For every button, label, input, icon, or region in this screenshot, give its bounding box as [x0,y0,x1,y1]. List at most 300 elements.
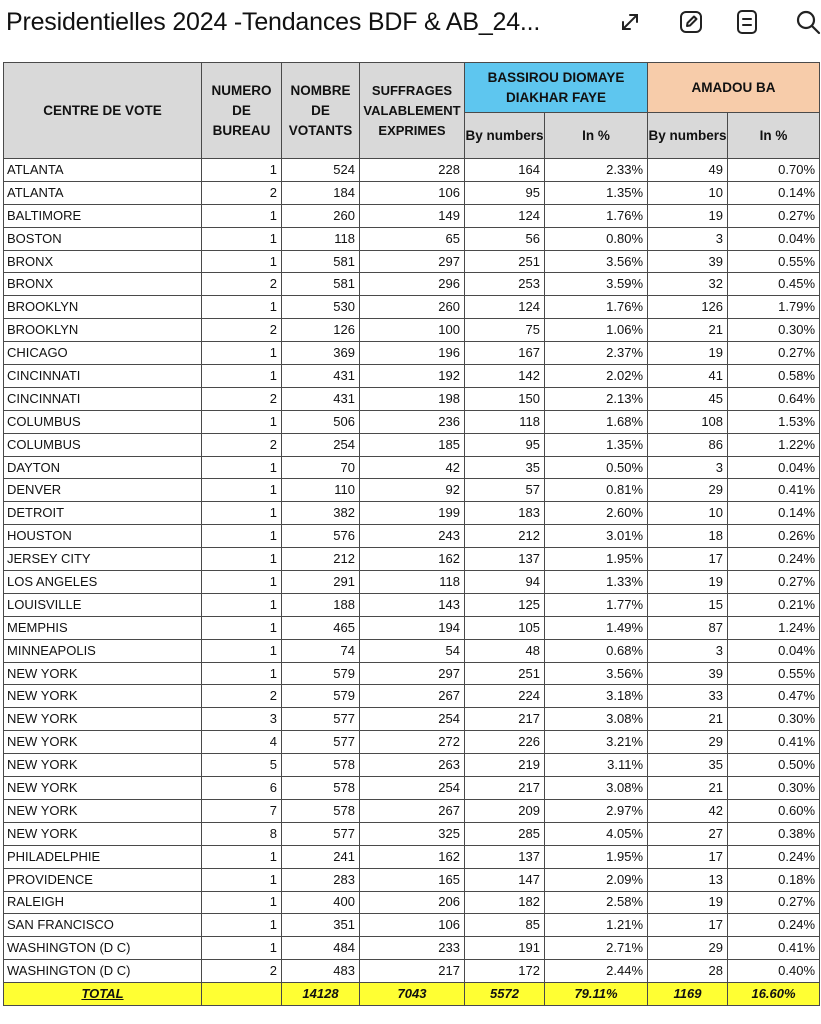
cell-votants: 577 [282,822,360,845]
cell-centre: NEW YORK [4,799,202,822]
cell-ba-pct: 0.47% [728,685,820,708]
cell-bureau: 1 [202,479,282,502]
cell-centre: WASHINGTON (D C) [4,960,202,983]
cell-ba-pct: 0.24% [728,548,820,571]
header-votants: NOMBRE DE VOTANTS [282,63,360,159]
cell-faye-pct: 1.95% [545,548,648,571]
table-row [4,639,820,662]
table-row [4,937,820,960]
cell-ba-pct: 0.45% [728,273,820,296]
cell-ba-pct: 0.27% [728,571,820,594]
table-row [4,387,820,410]
cell-faye-numbers: 217 [465,777,545,800]
cell-faye-pct: 1.95% [545,845,648,868]
cell-faye-numbers: 219 [465,754,545,777]
cell-centre: NEW YORK [4,708,202,731]
header-ba-by-numbers: By numbers [648,113,728,159]
cell-centre: HOUSTON [4,525,202,548]
cell-bureau: 1 [202,662,282,685]
cell-centre: NEW YORK [4,731,202,754]
table-row [4,754,820,777]
cell-bureau: 1 [202,342,282,365]
cell-suffrages: 100 [360,319,465,342]
table-row [4,433,820,456]
cell-suffrages: 297 [360,250,465,273]
cell-faye-pct: 2.37% [545,342,648,365]
cell-bureau: 2 [202,387,282,410]
cell-votants: 578 [282,754,360,777]
cell-faye-pct: 3.56% [545,662,648,685]
cell-suffrages: 42 [360,456,465,479]
cell-ba-numbers: 3 [648,227,728,250]
cell-bureau: 3 [202,708,282,731]
cell-ba-numbers: 21 [648,777,728,800]
cell-votants: 74 [282,639,360,662]
cell-ba-numbers: 3 [648,456,728,479]
cell-ba-numbers: 39 [648,250,728,273]
cell-votants: 484 [282,937,360,960]
cell-votants: 254 [282,433,360,456]
cell-faye-pct: 1.35% [545,433,648,456]
cell-votants: 579 [282,662,360,685]
cell-bureau: 1 [202,250,282,273]
cell-centre: BROOKLYN [4,319,202,342]
cell-suffrages: 243 [360,525,465,548]
cell-faye-numbers: 48 [465,639,545,662]
cell-faye-pct: 2.09% [545,868,648,891]
cell-centre: RALEIGH [4,891,202,914]
cell-ba-numbers: 35 [648,754,728,777]
cell-bureau: 1 [202,845,282,868]
cell-ba-numbers: 17 [648,548,728,571]
cell-ba-numbers: 18 [648,525,728,548]
header-suffrages: SUFFRAGES VALABLEMENT EXPRIMES [360,63,465,159]
cell-suffrages: 192 [360,365,465,388]
table-row [4,548,820,571]
cell-faye-pct: 1.35% [545,181,648,204]
table-row [4,685,820,708]
header-faye-in-pct: In % [545,113,648,159]
table-row [4,365,820,388]
cell-faye-pct: 3.11% [545,754,648,777]
cell-ba-pct: 0.58% [728,365,820,388]
document-title: Presidentielles 2024 -Tendances BDF & AB_24... [6,8,541,36]
cell-centre: NEW YORK [4,822,202,845]
cell-centre: DAYTON [4,456,202,479]
table-row [4,227,820,250]
cell-bureau: 1 [202,365,282,388]
cell-votants: 465 [282,616,360,639]
cell-ba-pct: 0.26% [728,525,820,548]
cell-ba-pct: 0.41% [728,937,820,960]
cell-faye-numbers: 167 [465,342,545,365]
table-row [4,960,820,983]
cell-ba-numbers: 21 [648,708,728,731]
cell-votants: 506 [282,410,360,433]
cell-faye-numbers: 251 [465,250,545,273]
cell-votants: 184 [282,181,360,204]
header-ba-in-pct: In % [728,113,820,159]
cell-ba-pct: 0.40% [728,960,820,983]
cell-faye-pct: 3.01% [545,525,648,548]
app-header [0,0,821,52]
total-ba-numbers: 1169 [648,983,728,1006]
cell-votants: 431 [282,365,360,388]
total-faye-pct: 79.11% [545,983,648,1006]
cell-votants: 110 [282,479,360,502]
header-bureau: NUMERO DE BUREAU [202,63,282,159]
cell-faye-pct: 2.13% [545,387,648,410]
table-row [4,204,820,227]
cell-ba-pct: 1.22% [728,433,820,456]
cell-bureau: 1 [202,639,282,662]
cell-faye-numbers: 35 [465,456,545,479]
cell-bureau: 2 [202,685,282,708]
cell-suffrages: 236 [360,410,465,433]
cell-faye-pct: 1.77% [545,593,648,616]
cell-votants: 581 [282,273,360,296]
cell-bureau: 1 [202,204,282,227]
cell-ba-numbers: 19 [648,342,728,365]
cell-faye-numbers: 172 [465,960,545,983]
cell-suffrages: 106 [360,914,465,937]
cell-faye-pct: 3.59% [545,273,648,296]
cell-ba-pct: 0.24% [728,914,820,937]
table-row [4,410,820,433]
cell-bureau: 2 [202,319,282,342]
cell-faye-pct: 1.68% [545,410,648,433]
total-faye-numbers: 5572 [465,983,545,1006]
cell-ba-numbers: 27 [648,822,728,845]
cell-ba-pct: 1.24% [728,616,820,639]
cell-ba-numbers: 29 [648,479,728,502]
cell-bureau: 2 [202,181,282,204]
cell-suffrages: 267 [360,799,465,822]
cell-suffrages: 194 [360,616,465,639]
cell-votants: 241 [282,845,360,868]
cell-ba-pct: 0.04% [728,639,820,662]
cell-faye-numbers: 209 [465,799,545,822]
cell-suffrages: 185 [360,433,465,456]
cell-ba-pct: 0.30% [728,319,820,342]
table-row [4,342,820,365]
cell-suffrages: 254 [360,777,465,800]
cell-suffrages: 118 [360,571,465,594]
cell-ba-numbers: 17 [648,845,728,868]
cell-centre: BOSTON [4,227,202,250]
cell-faye-numbers: 94 [465,571,545,594]
cell-suffrages: 199 [360,502,465,525]
cell-ba-numbers: 108 [648,410,728,433]
table-row [4,822,820,845]
cell-centre: BALTIMORE [4,204,202,227]
cell-ba-numbers: 19 [648,204,728,227]
table-row [4,319,820,342]
cell-suffrages: 297 [360,662,465,685]
cell-ba-numbers: 10 [648,181,728,204]
cell-faye-pct: 1.49% [545,616,648,639]
cell-ba-pct: 0.21% [728,593,820,616]
cell-faye-numbers: 224 [465,685,545,708]
table-row [4,181,820,204]
cell-suffrages: 233 [360,937,465,960]
cell-bureau: 1 [202,410,282,433]
cell-centre: BRONX [4,250,202,273]
table-row [4,502,820,525]
cell-votants: 188 [282,593,360,616]
cell-ba-numbers: 45 [648,387,728,410]
cell-ba-pct: 0.41% [728,479,820,502]
cell-bureau: 1 [202,159,282,182]
table-row [4,571,820,594]
cell-ba-pct: 0.70% [728,159,820,182]
cell-ba-numbers: 17 [648,914,728,937]
cell-suffrages: 54 [360,639,465,662]
cell-bureau: 6 [202,777,282,800]
search-button[interactable] [790,6,821,42]
cell-faye-numbers: 137 [465,845,545,868]
table-row [4,799,820,822]
cell-ba-numbers: 28 [648,960,728,983]
cell-ba-numbers: 33 [648,685,728,708]
cell-faye-pct: 2.71% [545,937,648,960]
cell-votants: 260 [282,204,360,227]
cell-faye-numbers: 125 [465,593,545,616]
cell-centre: ATLANTA [4,159,202,182]
header-candidate-faye: BASSIROU DIOMAYE DIAKHAR FAYE [465,63,648,113]
total-votants: 14128 [282,983,360,1006]
cell-bureau: 1 [202,891,282,914]
expand-icon [618,10,642,39]
cell-suffrages: 143 [360,593,465,616]
table-row [4,777,820,800]
cell-ba-pct: 0.41% [728,731,820,754]
cell-faye-numbers: 124 [465,204,545,227]
cell-ba-pct: 0.04% [728,456,820,479]
total-bureau [202,983,282,1006]
cell-faye-numbers: 183 [465,502,545,525]
cell-votants: 578 [282,777,360,800]
cell-faye-pct: 3.18% [545,685,648,708]
cell-bureau: 1 [202,296,282,319]
cell-centre: DENVER [4,479,202,502]
cell-faye-pct: 2.60% [545,502,648,525]
cell-faye-numbers: 57 [465,479,545,502]
cell-faye-pct: 3.08% [545,777,648,800]
cell-votants: 126 [282,319,360,342]
cell-ba-pct: 0.30% [728,708,820,731]
cell-ba-pct: 0.27% [728,342,820,365]
cell-ba-pct: 0.60% [728,799,820,822]
cell-centre: BROOKLYN [4,296,202,319]
cell-faye-pct: 3.08% [545,708,648,731]
cell-centre: CINCINNATI [4,365,202,388]
cell-ba-numbers: 29 [648,937,728,960]
cell-faye-numbers: 147 [465,868,545,891]
cell-faye-numbers: 118 [465,410,545,433]
cell-bureau: 1 [202,227,282,250]
cell-centre: PROVIDENCE [4,868,202,891]
cell-suffrages: 272 [360,731,465,754]
cell-suffrages: 260 [360,296,465,319]
cell-ba-pct: 0.30% [728,777,820,800]
cell-ba-numbers: 19 [648,891,728,914]
cell-suffrages: 267 [360,685,465,708]
cell-faye-pct: 2.02% [545,365,648,388]
cell-ba-numbers: 126 [648,296,728,319]
header-candidate-ba: AMADOU BA [648,63,820,113]
cell-suffrages: 106 [360,181,465,204]
cell-bureau: 1 [202,914,282,937]
cell-suffrages: 196 [360,342,465,365]
cell-bureau: 5 [202,754,282,777]
cell-votants: 578 [282,799,360,822]
cell-ba-numbers: 21 [648,319,728,342]
cell-centre: LOS ANGELES [4,571,202,594]
cell-centre: WASHINGTON (D C) [4,937,202,960]
cell-votants: 581 [282,250,360,273]
total-label: TOTAL [4,983,202,1006]
cell-suffrages: 165 [360,868,465,891]
cell-bureau: 1 [202,593,282,616]
cell-votants: 291 [282,571,360,594]
table-row [4,891,820,914]
cell-bureau: 1 [202,937,282,960]
cell-centre: COLUMBUS [4,410,202,433]
cell-ba-pct: 0.38% [728,822,820,845]
cell-centre: NEW YORK [4,685,202,708]
cell-ba-pct: 0.55% [728,250,820,273]
cell-centre: JERSEY CITY [4,548,202,571]
table-row [4,708,820,731]
cell-centre: PHILADELPHIE [4,845,202,868]
cell-bureau: 1 [202,456,282,479]
header-centre: CENTRE DE VOTE [4,63,202,159]
cell-votants: 579 [282,685,360,708]
cell-centre: MEMPHIS [4,616,202,639]
cell-suffrages: 254 [360,708,465,731]
cell-bureau: 4 [202,731,282,754]
cell-ba-pct: 0.64% [728,387,820,410]
table-row [4,616,820,639]
total-suffrages: 7043 [360,983,465,1006]
cell-faye-pct: 2.97% [545,799,648,822]
table-row [4,296,820,319]
cell-faye-pct: 0.80% [545,227,648,250]
cell-faye-numbers: 285 [465,822,545,845]
cell-ba-numbers: 87 [648,616,728,639]
cell-suffrages: 296 [360,273,465,296]
cell-bureau: 2 [202,273,282,296]
document-icon [735,9,759,40]
cell-ba-pct: 1.53% [728,410,820,433]
search-icon [795,9,821,40]
cell-suffrages: 162 [360,845,465,868]
cell-ba-numbers: 10 [648,502,728,525]
cell-votants: 524 [282,159,360,182]
cell-centre: CHICAGO [4,342,202,365]
header-faye-by-numbers: By numbers [465,113,545,159]
cell-votants: 351 [282,914,360,937]
cell-bureau: 7 [202,799,282,822]
cell-suffrages: 92 [360,479,465,502]
cell-votants: 382 [282,502,360,525]
cell-centre: NEW YORK [4,662,202,685]
results-table [3,62,820,1006]
total-row [4,983,820,1006]
total-ba-pct: 16.60% [728,983,820,1006]
cell-faye-pct: 1.21% [545,914,648,937]
cell-faye-numbers: 56 [465,227,545,250]
cell-faye-numbers: 191 [465,937,545,960]
cell-ba-pct: 0.24% [728,845,820,868]
cell-votants: 431 [282,387,360,410]
cell-ba-numbers: 86 [648,433,728,456]
cell-ba-pct: 1.79% [728,296,820,319]
cell-faye-pct: 0.81% [545,479,648,502]
cell-bureau: 1 [202,525,282,548]
table-body [4,159,820,983]
table-row [4,479,820,502]
cell-centre: CINCINNATI [4,387,202,410]
cell-centre: SAN FRANCISCO [4,914,202,937]
cell-ba-numbers: 3 [648,639,728,662]
cell-votants: 577 [282,708,360,731]
cell-suffrages: 228 [360,159,465,182]
table-row [4,456,820,479]
cell-faye-numbers: 105 [465,616,545,639]
cell-centre: BRONX [4,273,202,296]
cell-ba-pct: 0.18% [728,868,820,891]
cell-faye-numbers: 217 [465,708,545,731]
cell-faye-numbers: 226 [465,731,545,754]
cell-bureau: 2 [202,433,282,456]
cell-faye-numbers: 75 [465,319,545,342]
cell-faye-pct: 3.21% [545,731,648,754]
cell-centre: MINNEAPOLIS [4,639,202,662]
cell-faye-pct: 1.76% [545,204,648,227]
cell-ba-numbers: 41 [648,365,728,388]
table-row [4,273,820,296]
cell-ba-pct: 0.27% [728,891,820,914]
document-button[interactable] [729,6,765,42]
table-row [4,593,820,616]
table-row [4,525,820,548]
cell-bureau: 8 [202,822,282,845]
cell-bureau: 1 [202,548,282,571]
cell-ba-numbers: 32 [648,273,728,296]
cell-votants: 576 [282,525,360,548]
cell-faye-numbers: 137 [465,548,545,571]
cell-centre: ATLANTA [4,181,202,204]
cell-faye-pct: 1.76% [545,296,648,319]
table-row [4,868,820,891]
cell-votants: 283 [282,868,360,891]
cell-bureau: 1 [202,616,282,639]
cell-ba-numbers: 13 [648,868,728,891]
cell-suffrages: 65 [360,227,465,250]
cell-ba-pct: 0.55% [728,662,820,685]
cell-votants: 118 [282,227,360,250]
cell-votants: 212 [282,548,360,571]
edit-button[interactable] [673,6,709,42]
expand-button[interactable] [612,6,648,42]
cell-votants: 369 [282,342,360,365]
cell-centre: LOUISVILLE [4,593,202,616]
cell-faye-numbers: 124 [465,296,545,319]
cell-faye-pct: 2.44% [545,960,648,983]
cell-faye-numbers: 251 [465,662,545,685]
